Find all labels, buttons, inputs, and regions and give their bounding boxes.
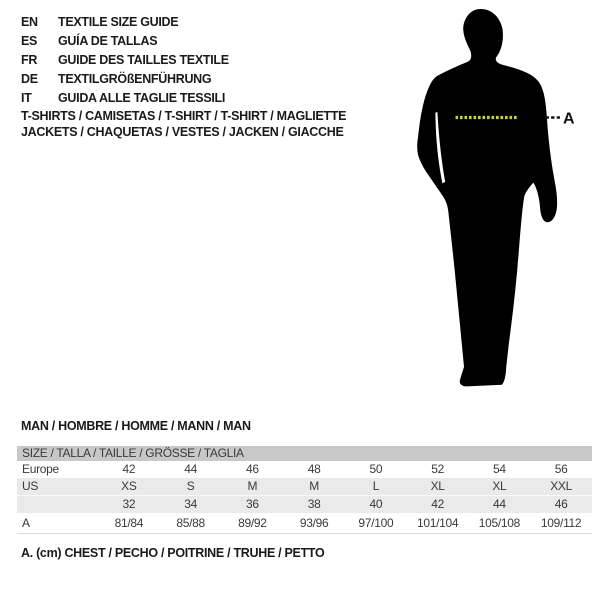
language-row (21, 69, 229, 88)
language-label: TEXTILGRÖßENFÜHRUNG (58, 71, 212, 86)
size-cell: 56 (554, 462, 568, 476)
language-row (21, 13, 229, 32)
table-row-us (17, 478, 592, 496)
size-cell: 52 (431, 462, 444, 476)
size-cell: 54 (493, 462, 506, 476)
size-cell: 48 (307, 462, 321, 476)
language-code: EN (21, 15, 38, 30)
size-cell: XXL (530, 478, 592, 496)
row-label (17, 496, 98, 514)
size-cell: M (222, 478, 284, 496)
size-cell: 38 (283, 496, 345, 514)
footnote: A. (cm) CHEST / PECHO / POITRINE / TRUHE / PETTO (21, 546, 325, 560)
language-label: TEXTILE SIZE GUIDE (58, 15, 179, 30)
size-cell: S (160, 478, 222, 496)
size-cell: 34 (160, 496, 222, 514)
size-cell: 46 (246, 462, 259, 476)
table-row-chest-cm (17, 513, 592, 534)
language-code: ES (21, 34, 38, 49)
size-cell: M (283, 478, 345, 496)
size-cell: 40 (345, 496, 407, 514)
size-table-header-row (17, 446, 592, 461)
language-label: GUÍA DE TALLAS (58, 34, 158, 49)
size-cell: 42 (122, 462, 136, 476)
language-code: FR (21, 52, 38, 67)
size-cell: 36 (222, 496, 284, 514)
language-row (21, 32, 229, 51)
size-cell: 105/108 (469, 513, 531, 534)
size-cell: 46 (530, 496, 592, 514)
size-cell: 101/104 (407, 513, 469, 534)
size-cell: XL (407, 478, 469, 496)
language-code: IT (21, 90, 32, 105)
size-table-header: SIZE / TALLA / TAILLE / GRÖSSE / TAGLIA (17, 446, 592, 461)
category-tshirts-line: T-SHIRTS / CAMISETAS / T-SHIRT / T-SHIRT / MAGLIETTE (21, 109, 347, 123)
man-silhouette-figure (405, 0, 600, 400)
row-label: A (17, 513, 98, 534)
language-label: GUIDE DES TAILLES TEXTILE (58, 52, 229, 67)
category-jackets-line: JACKETS / CHAQUETAS / VESTES / JACKEN / GIACCHE (21, 124, 344, 139)
table-row-numeric (17, 496, 592, 514)
size-table (17, 446, 592, 534)
size-cell: 85/88 (160, 513, 222, 534)
size-cell: XS (98, 478, 160, 496)
size-cell: 44 (469, 496, 531, 514)
man-silhouette (417, 9, 557, 386)
category-lines (21, 109, 346, 140)
language-list (21, 13, 229, 107)
section-title: MAN / HOMBRE / HOMME / MANN / MAN (21, 419, 251, 433)
size-cell: 81/84 (98, 513, 160, 534)
size-cell: 109/112 (530, 513, 592, 534)
size-cell: 97/100 (345, 513, 407, 534)
row-label: Europe (22, 462, 59, 476)
language-label: GUIDA ALLE TAGLIE TESSILI (58, 90, 226, 105)
size-cell: 93/96 (283, 513, 345, 534)
size-cell: 42 (407, 496, 469, 514)
table-row-europe (17, 461, 592, 478)
size-cell: 89/92 (222, 513, 284, 534)
size-cell: 32 (98, 496, 160, 514)
size-cell: 44 (184, 462, 197, 476)
size-cell: L (345, 478, 407, 496)
size-cell: XL (469, 478, 531, 496)
row-label: US (17, 478, 98, 496)
language-code: DE (21, 71, 38, 86)
measure-label-a: A (563, 110, 575, 128)
size-cell: 50 (369, 462, 383, 476)
language-row (21, 88, 229, 107)
language-row (21, 51, 229, 70)
